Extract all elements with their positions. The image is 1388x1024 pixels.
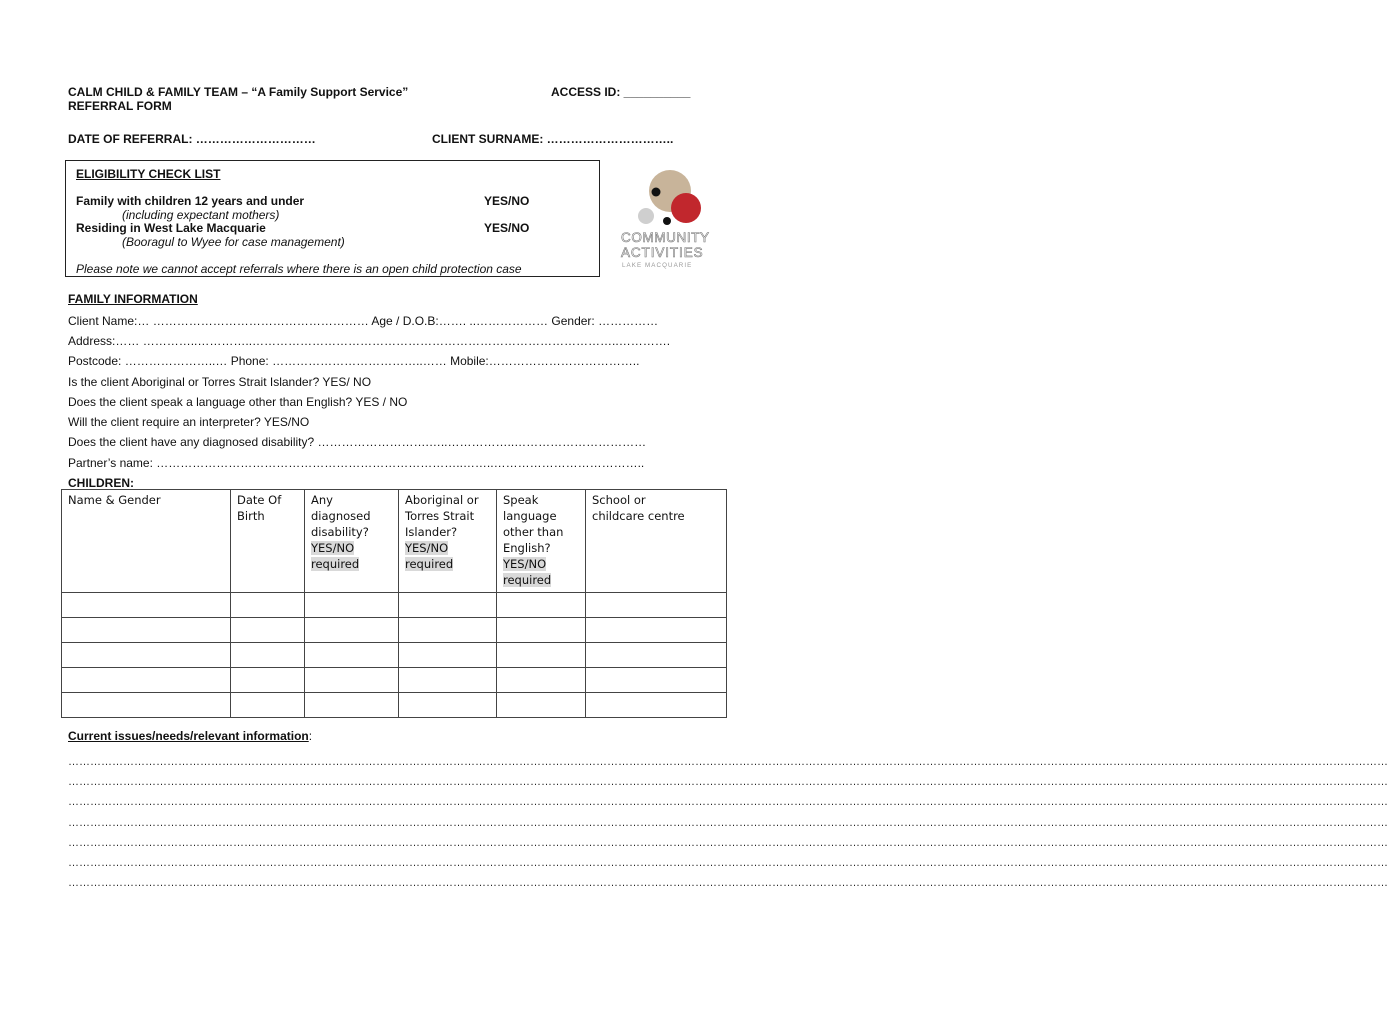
form-subtitle: REFERRAL FORM — [68, 99, 172, 113]
column-header-text: disability? — [311, 525, 369, 539]
client-surname-field[interactable]: CLIENT SURNAME: ………………………….. — [432, 132, 674, 146]
language-question[interactable]: Does the client speak a language other than English? YES / NO — [68, 395, 408, 409]
child-cell-school-childcare[interactable] — [586, 668, 727, 693]
eligibility-note: Please note we cannot accept referrals where there is an open child protection case — [76, 262, 522, 276]
community-activities-logo — [620, 170, 715, 275]
current-issues-line[interactable]: ……………………………………………………………………………………………………………………………………………………………………………………………………………………………………………………………………………………………………………………………… — [68, 836, 1388, 849]
eligibility-item-residence-note: (Booragul to Wyee for case management) — [122, 235, 345, 249]
column-header-text: Aboriginal or — [405, 493, 479, 507]
child-cell-name-gender[interactable] — [62, 693, 231, 718]
column-header-aboriginal-torres-strait — [399, 490, 497, 593]
child-row — [62, 643, 727, 668]
access-id-field[interactable]: ACCESS ID: __________ — [551, 85, 691, 99]
eligibility-item-children-note: (including expectant mothers) — [122, 208, 280, 222]
child-cell-language-other-than-english[interactable] — [497, 593, 586, 618]
current-issues-line[interactable]: ……………………………………………………………………………………………………………………………………………………………………………………………………………………………………………………………………………………………………………………………… — [68, 857, 1388, 869]
column-header-text: other than — [503, 525, 564, 539]
child-cell-language-other-than-english[interactable] — [497, 668, 586, 693]
column-header-text: Date Of — [237, 493, 282, 507]
child-cell-school-childcare[interactable] — [586, 693, 727, 718]
current-issues-line[interactable]: ……………………………………………………………………………………………………………………………………………………………………………………………………………………………………………………………………………………………………………………………… — [68, 796, 1388, 809]
child-cell-aboriginal-torres-strait[interactable] — [399, 618, 497, 643]
child-cell-date-of-birth[interactable] — [231, 693, 305, 718]
column-header-text: Torres Strait — [405, 509, 475, 523]
child-cell-name-gender[interactable] — [62, 643, 231, 668]
eligibility-item-children-answer[interactable]: YES/NO — [484, 194, 530, 208]
children-table-header-row — [62, 490, 727, 593]
column-header-school-childcare — [586, 490, 727, 593]
current-issues-line[interactable]: ……………………………………………………………………………………………………………………………………………………………………………………………………………………………………………………………………………………………………………………………… — [68, 776, 1388, 789]
child-cell-diagnosed-disability[interactable] — [305, 643, 399, 668]
child-cell-aboriginal-torres-strait[interactable] — [399, 668, 497, 693]
child-cell-school-childcare[interactable] — [586, 593, 727, 618]
child-cell-aboriginal-torres-strait[interactable] — [399, 593, 497, 618]
current-issues-line[interactable]: ……………………………………………………………………………………………………………………………………………………………………………………………………………………………………………………………………………………………………………………………… — [68, 756, 1388, 768]
child-cell-school-childcare[interactable] — [586, 618, 727, 643]
child-cell-diagnosed-disability[interactable] — [305, 668, 399, 693]
children-table — [61, 489, 727, 718]
child-cell-language-other-than-english[interactable] — [497, 643, 586, 668]
child-cell-name-gender[interactable] — [62, 618, 231, 643]
child-cell-aboriginal-torres-strait[interactable] — [399, 643, 497, 668]
column-header-date-of-birth — [231, 490, 305, 593]
column-header-diagnosed-disability — [305, 490, 399, 593]
child-row — [62, 693, 727, 718]
eligibility-item-residence-answer[interactable]: YES/NO — [484, 221, 530, 235]
eligibility-title: ELIGIBILITY CHECK LIST — [76, 167, 221, 181]
current-issues-title: Current issues/needs/relevant information — [68, 729, 309, 743]
svg-text:ACTIVITIES: ACTIVITIES — [621, 245, 704, 260]
eligibility-item-residence-label: Residing in West Lake Macquarie — [76, 221, 266, 235]
aboriginal-question[interactable]: Is the client Aboriginal or Torres Strait Islander? YES/ NO — [68, 375, 372, 389]
partner-name-field[interactable]: Partner’s name: …………………………………………………………………..……..……………………………….. — [68, 456, 645, 470]
column-header-text: English? — [503, 541, 551, 555]
interpreter-question[interactable]: Will the client require an interpreter? YES/NO — [68, 415, 310, 429]
column-header-text: childcare centre — [592, 509, 685, 523]
child-cell-diagnosed-disability[interactable] — [305, 693, 399, 718]
child-cell-date-of-birth[interactable] — [231, 643, 305, 668]
child-cell-language-other-than-english[interactable] — [497, 618, 586, 643]
svg-text:LAKE MACQUARIE: LAKE MACQUARIE — [622, 262, 693, 269]
column-header-text: diagnosed — [311, 509, 371, 523]
child-cell-name-gender[interactable] — [62, 668, 231, 693]
form-title: CALM CHILD & FAMILY TEAM – “A Family Support Service” — [68, 85, 409, 99]
current-issues-heading — [68, 729, 312, 743]
child-row — [62, 618, 727, 643]
column-header-text: language — [503, 509, 557, 523]
column-header-text: Islander? — [405, 525, 458, 539]
client-name-field[interactable]: Client Name:… ……………………………………………… Age / D.O.B:……. ..……………… Gender: …………… — [68, 314, 659, 328]
current-issues-colon: : — [308, 729, 313, 743]
postcode-phone-mobile-field[interactable]: Postcode: …………………..… Phone: ………………………………..…… Mobile:……………………………….. — [68, 354, 640, 368]
child-row — [62, 668, 727, 693]
column-header-language-other-than-english — [497, 490, 586, 593]
children-title: CHILDREN: — [68, 476, 134, 490]
child-cell-language-other-than-english[interactable] — [497, 693, 586, 718]
child-cell-diagnosed-disability[interactable] — [305, 618, 399, 643]
required-highlight: required — [503, 573, 552, 587]
child-cell-date-of-birth[interactable] — [231, 593, 305, 618]
date-of-referral-field[interactable]: DATE OF REFERRAL: ………………………… — [68, 132, 316, 146]
disability-question[interactable]: Does the client have any diagnosed disability? ……………………….…..……………..…………………………… — [68, 435, 647, 449]
eligibility-checklist-box — [65, 160, 600, 277]
child-cell-diagnosed-disability[interactable] — [305, 593, 399, 618]
child-row — [62, 593, 727, 618]
child-cell-aboriginal-torres-strait[interactable] — [399, 693, 497, 718]
address-field[interactable]: Address:…… …………..…………..………………………………………………………………………………..…………. — [68, 334, 671, 348]
column-header-text: Birth — [237, 509, 265, 523]
column-header-text: Any — [311, 493, 333, 507]
current-issues-line[interactable]: ……………………………………………………………………………………………………………………………………………………………………………………………………………………………………………………………………………………………………………………………… — [68, 877, 1388, 890]
column-header-text: Speak — [503, 493, 539, 507]
column-header-text: School or — [592, 493, 646, 507]
current-issues-line[interactable]: ……………………………………………………………………………………………………………………………………………………………………………………………………………………………………………………………………………………………………………………………… — [68, 816, 1388, 829]
eligibility-item-children-label: Family with children 12 years and under — [76, 194, 305, 208]
family-information-title: FAMILY INFORMATION — [68, 292, 198, 306]
column-header-name-gender — [62, 490, 231, 593]
child-cell-date-of-birth[interactable] — [231, 618, 305, 643]
column-header-text: Name & Gender — [68, 493, 161, 507]
required-highlight: YES/NO — [405, 541, 449, 555]
svg-text:COMMUNITY: COMMUNITY — [621, 230, 710, 245]
child-cell-name-gender[interactable] — [62, 593, 231, 618]
required-highlight: YES/NO — [503, 557, 547, 571]
child-cell-school-childcare[interactable] — [586, 643, 727, 668]
required-highlight: required — [405, 557, 454, 571]
required-highlight: YES/NO — [311, 541, 355, 555]
required-highlight: required — [311, 557, 360, 571]
child-cell-date-of-birth[interactable] — [231, 668, 305, 693]
